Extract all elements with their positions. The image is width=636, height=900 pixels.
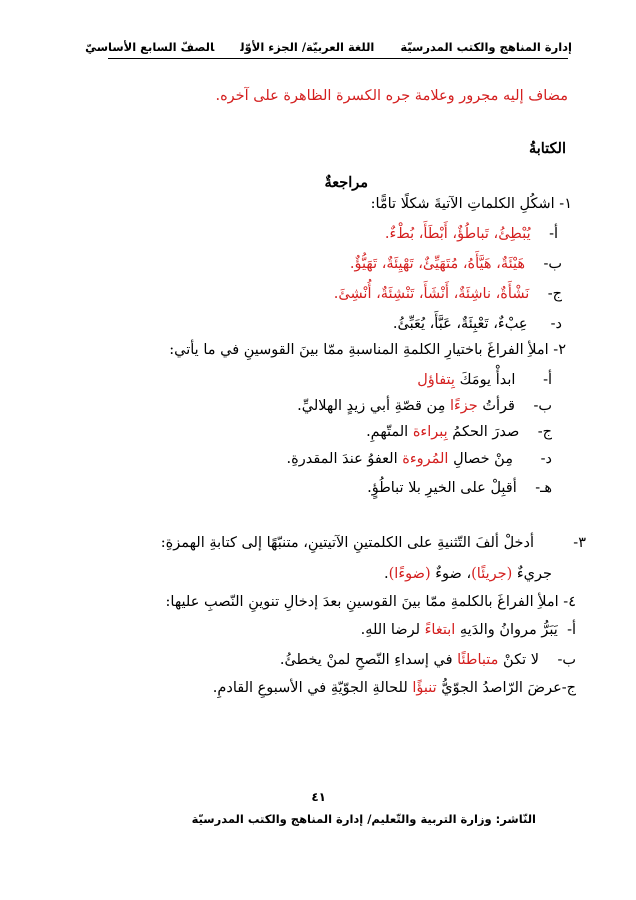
q4-text: في إسداءِ النّصحِ لمنْ يخطئُ.: [279, 652, 458, 668]
q1-title: ١- اشكُلِ الكلماتِ الآتيةَ شكلًا تامًّا:: [370, 196, 572, 212]
q2-label: أ-: [543, 372, 552, 388]
q2-item: [287, 451, 553, 467]
header-rule: [108, 58, 568, 59]
q2-answer: بِبراءة: [412, 424, 448, 440]
q3-text: جريءٌ: [512, 566, 552, 582]
header-grade: الصفّ السابع الأساسيّ: [85, 40, 215, 54]
q3-number: ٣-: [573, 535, 586, 551]
q4-label: ج-: [561, 680, 576, 696]
q1-label: د-: [550, 316, 562, 332]
sub-title: مراجعةٌ: [324, 174, 368, 191]
q1-label: ب-: [543, 256, 562, 272]
q1-item: [334, 286, 562, 302]
q3-line: [384, 566, 552, 582]
q4-title: ٤- املأِ الفراغَ بالكلمةِ ممّا بينَ القوسينِ بعدَ إدخالِ تنوينِ النّصبِ عليها:: [165, 594, 576, 610]
q4-answer: متباطئًا: [457, 652, 499, 668]
q2-answer: المُروءة: [402, 451, 449, 467]
q2-text: مِنْ خصالِ: [448, 451, 513, 467]
header-subject: اللغة العربيّة/ الجزء الأوّل: [240, 40, 375, 54]
section-title: الكتابةُ: [528, 140, 566, 157]
q1-label: أ-: [549, 226, 558, 242]
q1-label: ج-: [547, 286, 562, 302]
q2-label: هـ-: [535, 480, 552, 496]
q4-item: [361, 622, 576, 638]
header-dept: إدارة المناهج والكتب المدرسيّة: [400, 40, 572, 54]
q2-label: د-: [540, 451, 552, 467]
q2-item: [367, 480, 552, 496]
q3-answer: (ضوءًا): [388, 566, 431, 582]
publisher-line: النّاشر: وزارة التربية والتّعليم/ إدارة المناهج والكتب المدرسيّة: [191, 812, 536, 826]
q1-item: [393, 316, 562, 332]
q2-text: أقبِلْ على الخيرِ بلا تباطُؤٍ.: [367, 480, 517, 496]
q2-answer: جزءًا: [449, 398, 478, 414]
page-number: ٤١: [311, 790, 326, 804]
q1-answer: يُبْطِئُ، تَباطُؤٌ، أَبْطَأَ، بُطْءٌ.: [384, 226, 531, 242]
q2-answer: بِتفاؤل: [417, 372, 455, 388]
q3-text: .: [384, 566, 389, 582]
q2-label: ج-: [537, 424, 552, 440]
q4-answer: ابتغاءً: [424, 622, 456, 638]
q4-text: للحالةِ الجوّيّةِ في الأسبوعِ القادمِ.: [212, 680, 413, 696]
q2-text: صدرَ الحكمُ: [447, 424, 520, 440]
q1-answer: هَيْئَةٌ، هَيَّأَهُ، مُتَهَيِّئٌ، تَهْيِئَةٌ، تَهَيُّؤٌ.: [349, 256, 525, 272]
q2-label: ب-: [533, 398, 552, 414]
q4-text: عرضَ الرّاصدُ الجوّيُّ: [436, 680, 562, 696]
q4-answer: تنبؤًا: [412, 680, 437, 696]
q3-title: أدخلْ ألفَ التّثنيةِ على الكلمتينِ الآتيتينِ، متنبّهًا إلى كتابةِ الهمزةِ:: [160, 535, 534, 551]
q4-label: أ-: [567, 622, 576, 638]
q1-text: عِبْءٌ، تَعْبِئَةٌ، عَبَّأَ، يُعَبِّئُ.: [392, 316, 528, 332]
q2-text: العفوُ عندَ المقدرةِ.: [286, 451, 403, 467]
q2-text: قرأتُ: [477, 398, 515, 414]
q2-item: [366, 424, 552, 440]
page-header: [85, 40, 572, 54]
q4-text: لرضا اللهِ.: [360, 622, 425, 638]
q2-item: [417, 372, 552, 388]
q2-text: ابدأْ يومَكَ: [454, 372, 516, 388]
q1-item: [350, 256, 562, 272]
q2-item: [297, 398, 552, 414]
q1-answer: نَشْأَةٌ، ناشِئَةٌ، أَنْشَأَ، تَنْشِئَةٌ، أُنْشِئَ.: [333, 286, 530, 302]
q4-text: لا تكنْ: [498, 652, 539, 668]
q4-item: [213, 680, 576, 696]
intro-line: مضاف إليه مجرور وعلامة جره الكسرة الظاهرة على آخره.: [215, 88, 568, 104]
q1-item: [385, 226, 558, 242]
q4-text: يَبَرُّ مروانُ والدَيهِ: [455, 622, 558, 638]
q2-title: ٢- املأِ الفراغَ باختيارِ الكلمةِ المناسبةِ ممّا بينَ القوسينِ في ما يأتي:: [169, 342, 566, 358]
q3-answer: (جريئًا): [471, 566, 513, 582]
q4-label: ب-: [557, 652, 576, 668]
q4-item: [280, 652, 576, 668]
q3-text: ، ضوءٌ: [430, 566, 472, 582]
q2-text: المتّهمِ.: [366, 424, 413, 440]
q2-text: مِن قصّةِ أبي زيدٍ الهلاليِّ.: [297, 398, 450, 414]
